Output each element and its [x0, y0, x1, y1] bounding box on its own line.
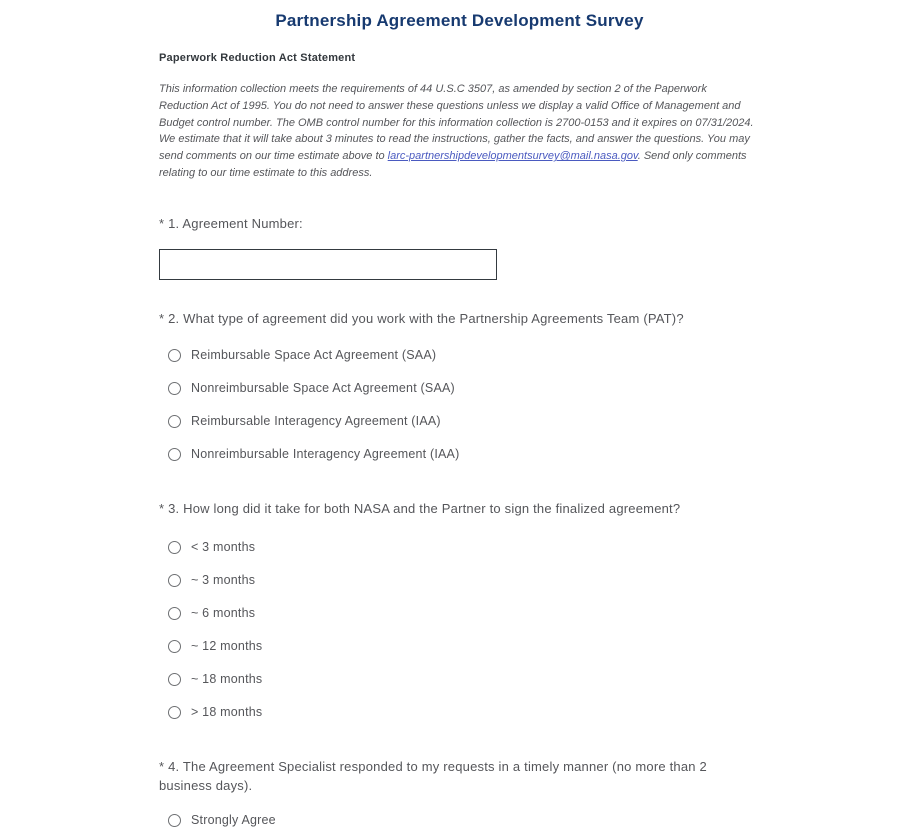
q3-option-5-label: ~ 18 months [191, 672, 263, 687]
pra-text-after-link: . Send only comments relating to our time estimate to this address. [159, 150, 747, 179]
q2-option-3-label: Reimbursable Interagency Agreement (IAA) [191, 414, 441, 429]
q2-option-1[interactable] [168, 348, 759, 363]
q3-option-4[interactable] [168, 639, 759, 654]
radio-button-icon[interactable] [168, 448, 181, 461]
q3-option-1-label: < 3 months [191, 540, 256, 555]
q2-option-2[interactable] [168, 381, 759, 396]
q4-option-1[interactable] [168, 813, 759, 828]
question-3-label: * 3. How long did it take for both NASA and the Partner to sign the finalized agreement? [159, 500, 681, 516]
q4-option-1-label: Strongly Agree [191, 813, 276, 828]
radio-button-icon[interactable] [168, 541, 181, 554]
q3-option-4-label: ~ 12 months [191, 639, 263, 654]
q3-option-2[interactable] [168, 573, 759, 588]
question-4-label: * 4. The Agreement Specialist responded to my requests in a timely manner (no more than 2 business days). [159, 758, 707, 793]
radio-button-icon[interactable] [168, 706, 181, 719]
radio-button-icon[interactable] [168, 673, 181, 686]
radio-button-icon[interactable] [168, 349, 181, 362]
q2-option-4[interactable] [168, 447, 759, 462]
radio-button-icon[interactable] [168, 640, 181, 653]
survey-content [159, 52, 759, 828]
radio-button-icon[interactable] [168, 574, 181, 587]
q2-option-1-label: Reimbursable Space Act Agreement (SAA) [191, 348, 437, 363]
pra-statement-heading: Paperwork Reduction Act Statement [159, 52, 356, 64]
question-1-label: * 1. Agreement Number: [159, 215, 303, 231]
q3-option-3-label: ~ 6 months [191, 606, 256, 621]
q2-option-3[interactable] [168, 414, 759, 429]
question-2-label: * 2. What type of agreement did you work with the Partnership Agreements Team (PAT)? [159, 310, 684, 326]
q2-option-2-label: Nonreimbursable Space Act Agreement (SAA) [191, 381, 455, 396]
radio-button-icon[interactable] [168, 415, 181, 428]
question-3 [159, 499, 759, 720]
radio-button-icon[interactable] [168, 607, 181, 620]
q3-option-2-label: ~ 3 months [191, 573, 256, 588]
radio-button-icon[interactable] [168, 814, 181, 827]
question-2 [159, 309, 759, 462]
question-1 [159, 214, 759, 280]
question-3-options [168, 540, 759, 720]
radio-button-icon[interactable] [168, 382, 181, 395]
q2-option-4-label: Nonreimbursable Interagency Agreement (IAA) [191, 447, 460, 462]
q3-option-6[interactable] [168, 705, 759, 720]
q3-option-1[interactable] [168, 540, 759, 555]
pra-statement-text [159, 81, 759, 182]
q3-option-5[interactable] [168, 672, 759, 687]
page-title: Partnership Agreement Development Survey [275, 11, 644, 30]
question-4 [159, 757, 759, 828]
pra-text-before-link: This information collection meets the requirements of 44 U.S.C 3507, as amended by section 2 of the Paperwork Reduction Act of 1995. You do not need to answer these questions unless we display a valid Office of Management and Budget control number. The OMB control number for this information collection is 2700-0153 and it expires on 07/31/2024. We estimate that it will take about 3 minutes to read the instructions, gather the facts, and answer the questions. You may send comments on our time estimate above to [159, 83, 754, 163]
pra-email-link[interactable]: larc-partnershipdevelopmentsurvey@mail.nasa.gov [387, 150, 638, 163]
agreement-number-input[interactable] [159, 249, 497, 280]
q3-option-6-label: > 18 months [191, 705, 263, 720]
q3-option-3[interactable] [168, 606, 759, 621]
question-2-options [168, 348, 759, 462]
question-4-options [168, 813, 759, 828]
